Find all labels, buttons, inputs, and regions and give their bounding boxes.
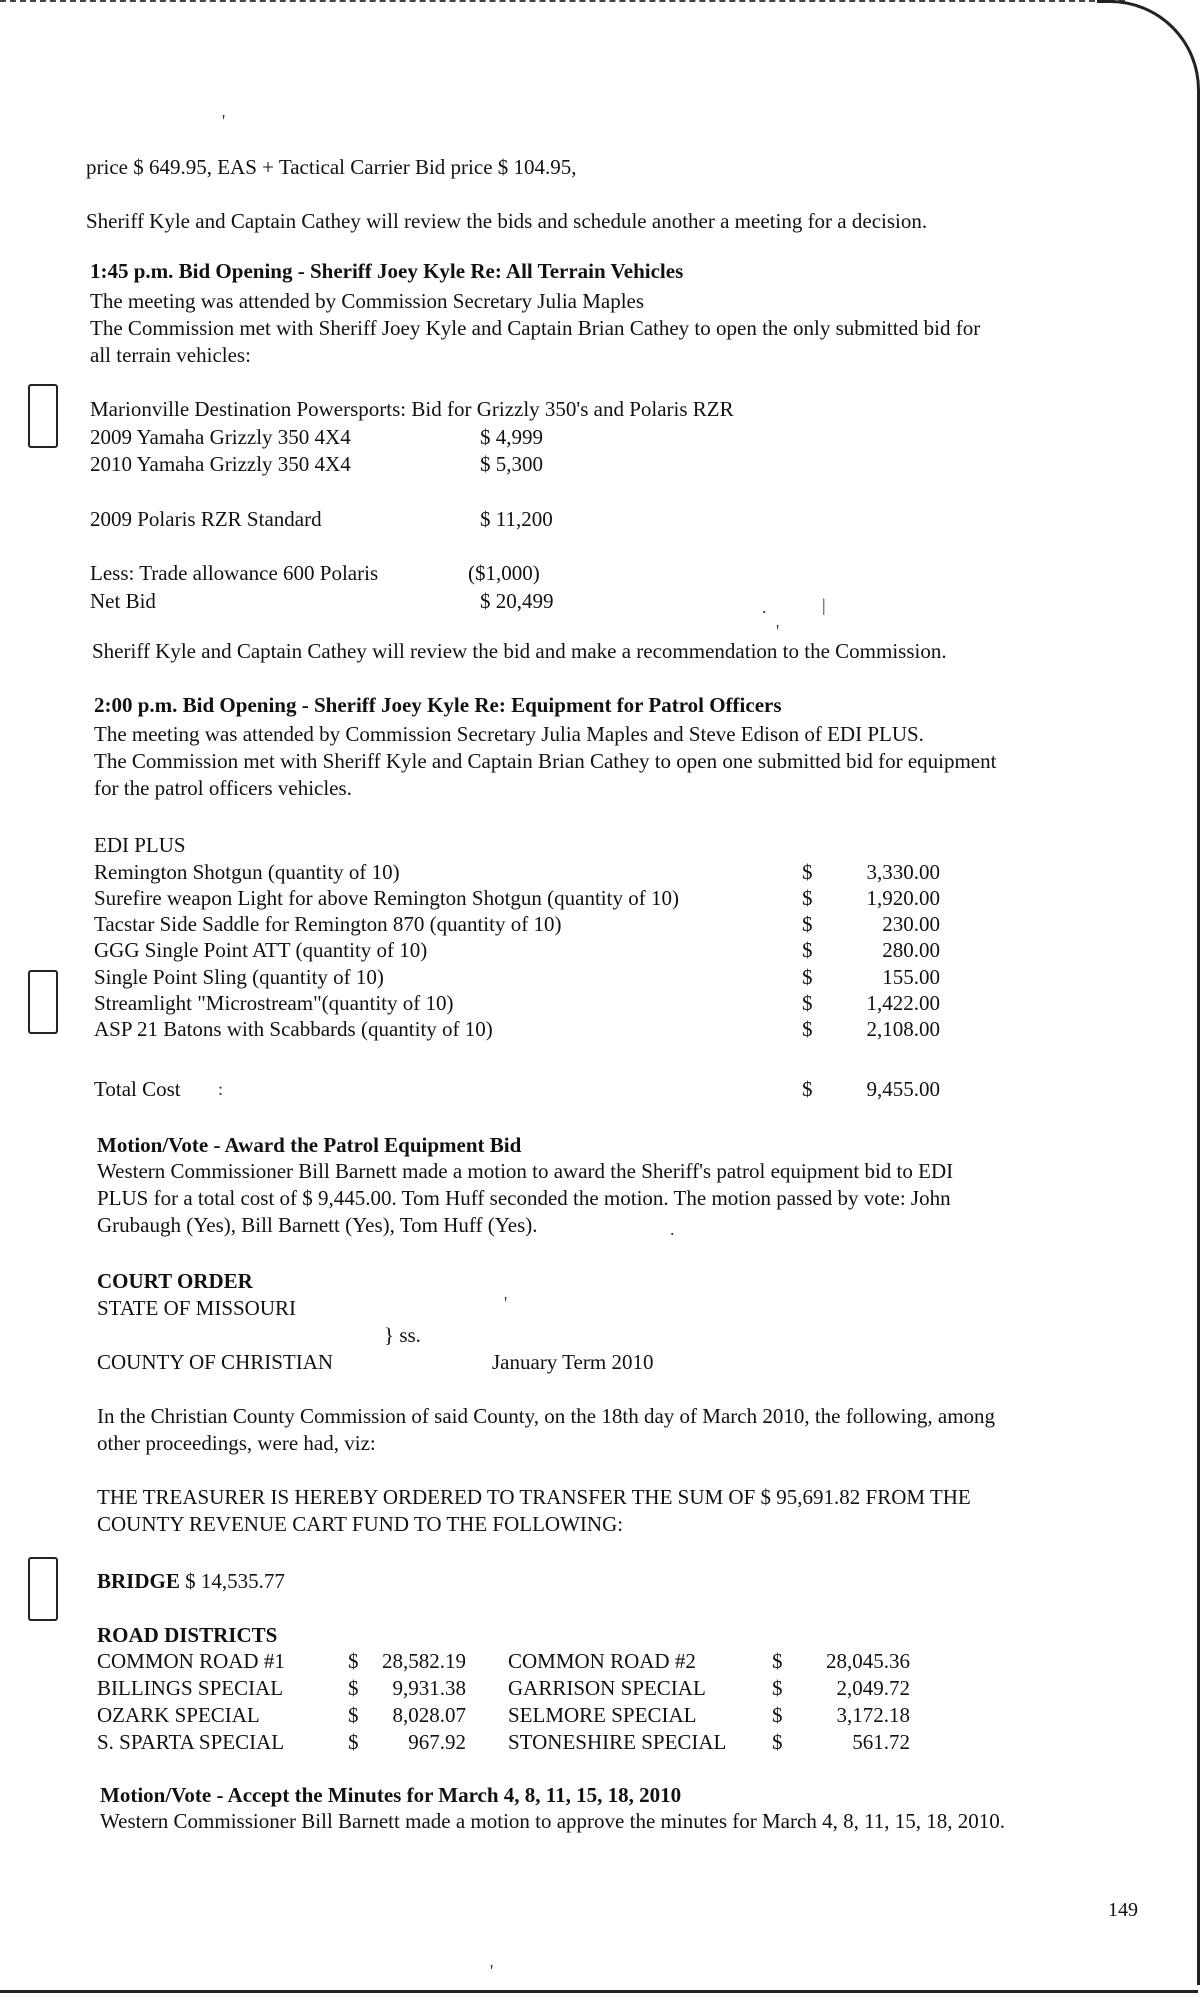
court-order-intro: In the Christian County Commission of said County, on the 18th day of March 2010, the following, among [97,1404,996,1428]
court-order-state: STATE OF MISSOURI [97,1296,297,1320]
scan-mark: . [670,1219,675,1239]
court-order-term: January Term 2010 [492,1350,654,1374]
atv-item-label: 2009 Yamaha Grizzly 350 4X4 [90,425,351,449]
patrol-item-amount: 1,422.00 [866,991,940,1015]
road-district-currency: $ [772,1730,783,1754]
road-district-amount: 3,172.18 [836,1703,910,1727]
road-district-currency: $ [772,1676,783,1700]
patrol-item-label: ASP 21 Batons with Scabbards (quantity of 10) [94,1017,493,1041]
court-order-intro-cont: other proceedings, were had, viz: [97,1431,376,1455]
road-district-amount: 561.72 [852,1730,910,1754]
atv-item-amount: $ 5,300 [480,452,543,476]
road-district-currency: $ [348,1676,359,1700]
continuation-line: price $ 649.95, EAS + Tactical Carrier Bid price $ 104.95, [86,155,577,179]
patrol-item-currency: $ [802,860,813,884]
scan-mark: ' [504,1293,508,1313]
road-district-name: SELMORE SPECIAL [508,1703,697,1727]
bridge-amount: $ 14,535.77 [185,1569,285,1593]
atv-purpose-cont: all terrain vehicles: [90,343,251,367]
road-district-name: GARRISON SPECIAL [508,1676,706,1700]
road-district-amount: 2,049.72 [836,1676,910,1700]
patrol-total-label: Total Cost [94,1077,181,1101]
atv-heading: 1:45 p.m. Bid Opening - Sheriff Joey Kyle Re: All Terrain Vehicles [90,259,684,283]
binder-hole [28,1557,58,1621]
atv-trade-amount: ($1,000) [468,561,540,585]
road-district-currency: $ [348,1649,359,1673]
atv-closing: Sheriff Kyle and Captain Cathey will review the bid and make a recommendation to the Commission. [92,639,947,663]
road-district-name: OZARK SPECIAL [97,1703,260,1727]
motion-minutes-heading: Motion/Vote - Accept the Minutes for March 4, 8, 11, 15, 18, 2010 [100,1783,682,1807]
atv-purpose: The Commission met with Sheriff Joey Kyle and Captain Brian Cathey to open the only submitted bid for [90,316,981,340]
motion-patrol-heading: Motion/Vote - Award the Patrol Equipment Bid [97,1133,522,1157]
patrol-item-currency: $ [802,886,813,910]
patrol-item-currency: $ [802,965,813,989]
road-district-name: COMMON ROAD #2 [508,1649,696,1673]
patrol-item-currency: $ [802,938,813,962]
patrol-item-amount: 1,920.00 [866,886,940,910]
binder-hole [28,970,58,1034]
patrol-item-label: Single Point Sling (quantity of 10) [94,965,384,989]
motion-patrol-text: Grubaugh (Yes), Bill Barnett (Yes), Tom Huff (Yes). [97,1213,538,1237]
road-district-name: STONESHIRE SPECIAL [508,1730,727,1754]
patrol-item-currency: $ [802,991,813,1015]
page-number: 149 [1108,1899,1138,1921]
road-district-name: BILLINGS SPECIAL [97,1676,284,1700]
motion-patrol-text: Western Commissioner Bill Barnett made a motion to award the Sheriff's patrol equipment bid to EDI [97,1159,954,1183]
review-note: Sheriff Kyle and Captain Cathey will review the bids and schedule another a meeting for a decision. [86,209,928,233]
bridge-line [97,1568,285,1594]
atv-attended: The meeting was attended by Commission Secretary Julia Maples [90,289,645,313]
scan-mark: : [218,1079,224,1099]
motion-minutes-text: Western Commissioner Bill Barnett made a motion to approve the minutes for March 4, 8, 11, 15, 18, 2010. [100,1809,1006,1833]
court-order-heading: COURT ORDER [97,1269,253,1293]
scan-mark: ' [222,111,226,131]
road-district-amount: 9,931.38 [392,1676,466,1700]
road-district-amount: 28,582.19 [382,1649,466,1673]
patrol-vendor: EDI PLUS [94,833,186,857]
patrol-item-amount: 3,330.00 [866,860,940,884]
atv-net-amount: $ 20,499 [480,589,554,613]
patrol-item-currency: $ [802,912,813,936]
patrol-purpose: The Commission met with Sheriff Kyle and Captain Brian Cathey to open one submitted bid for equipment [94,749,997,773]
patrol-total-currency: $ [802,1077,813,1101]
scan-mark: ' [490,1961,494,1981]
motion-patrol-text: PLUS for a total cost of $ 9,445.00. Tom Huff seconded the motion. The motion passed by vote: John [97,1186,951,1210]
patrol-item-label: Surefire weapon Light for above Remington Shotgun (quantity of 10) [94,886,679,910]
road-district-currency: $ [772,1703,783,1727]
binder-hole [28,384,58,448]
patrol-purpose-cont: for the patrol officers vehicles. [94,776,352,800]
patrol-item-amount: 280.00 [882,938,940,962]
court-order-text-cont: COUNTY REVENUE CART FUND TO THE FOLLOWING: [97,1512,624,1536]
road-district-amount: 967.92 [408,1730,466,1754]
road-district-amount: 28,045.36 [826,1649,910,1673]
road-district-currency: $ [772,1649,783,1673]
page-top-edge [0,0,1125,5]
atv-item-amount: $ 4,999 [480,425,543,449]
bridge-label: BRIDGE [97,1569,180,1593]
patrol-item-amount: 230.00 [882,912,940,936]
court-order-text: THE TREASURER IS HEREBY ORDERED TO TRANSFER THE SUM OF $ 95,691.82 FROM THE [97,1485,971,1509]
atv-vendor: Marionville Destination Powersports: Bid for Grizzly 350's and Polaris RZR [90,397,734,421]
patrol-attended: The meeting was attended by Commission Secretary Julia Maples and Steve Edison of EDI PLUS. [94,722,924,746]
patrol-heading: 2:00 p.m. Bid Opening - Sheriff Joey Kyle Re: Equipment for Patrol Officers [94,693,782,717]
scan-mark: | [822,595,826,615]
atv-item-label: 2010 Yamaha Grizzly 350 4X4 [90,452,351,476]
scan-mark: ' [776,621,780,641]
road-district-currency: $ [348,1703,359,1727]
atv-trade-label: Less: Trade allowance 600 Polaris [90,561,379,585]
atv-item-amount: $ 11,200 [480,507,553,531]
court-order-ss: } ss. [384,1323,421,1347]
patrol-item-label: Remington Shotgun (quantity of 10) [94,860,400,884]
patrol-item-label: Streamlight "Microstream"(quantity of 10) [94,991,454,1015]
scan-mark: . [762,597,767,617]
road-district-name: S. SPARTA SPECIAL [97,1730,285,1754]
road-district-amount: 8,028.07 [392,1703,466,1727]
atv-net-label: Net Bid [90,589,156,613]
patrol-item-label: Tacstar Side Saddle for Remington 870 (quantity of 10) [94,912,562,936]
page-curl-corner [1097,0,1200,103]
road-districts-heading: ROAD DISTRICTS [97,1623,278,1647]
atv-item-label: 2009 Polaris RZR Standard [90,507,322,531]
patrol-item-amount: 2,108.00 [866,1017,940,1041]
road-district-currency: $ [348,1730,359,1754]
road-district-name: COMMON ROAD #1 [97,1649,285,1673]
court-order-county: COUNTY OF CHRISTIAN [97,1350,334,1374]
patrol-item-currency: $ [802,1017,813,1041]
patrol-item-label: GGG Single Point ATT (quantity of 10) [94,938,428,962]
page-bottom-edge [0,1990,1198,1993]
patrol-total-amount: 9,455.00 [866,1077,940,1101]
patrol-item-amount: 155.00 [882,965,940,989]
